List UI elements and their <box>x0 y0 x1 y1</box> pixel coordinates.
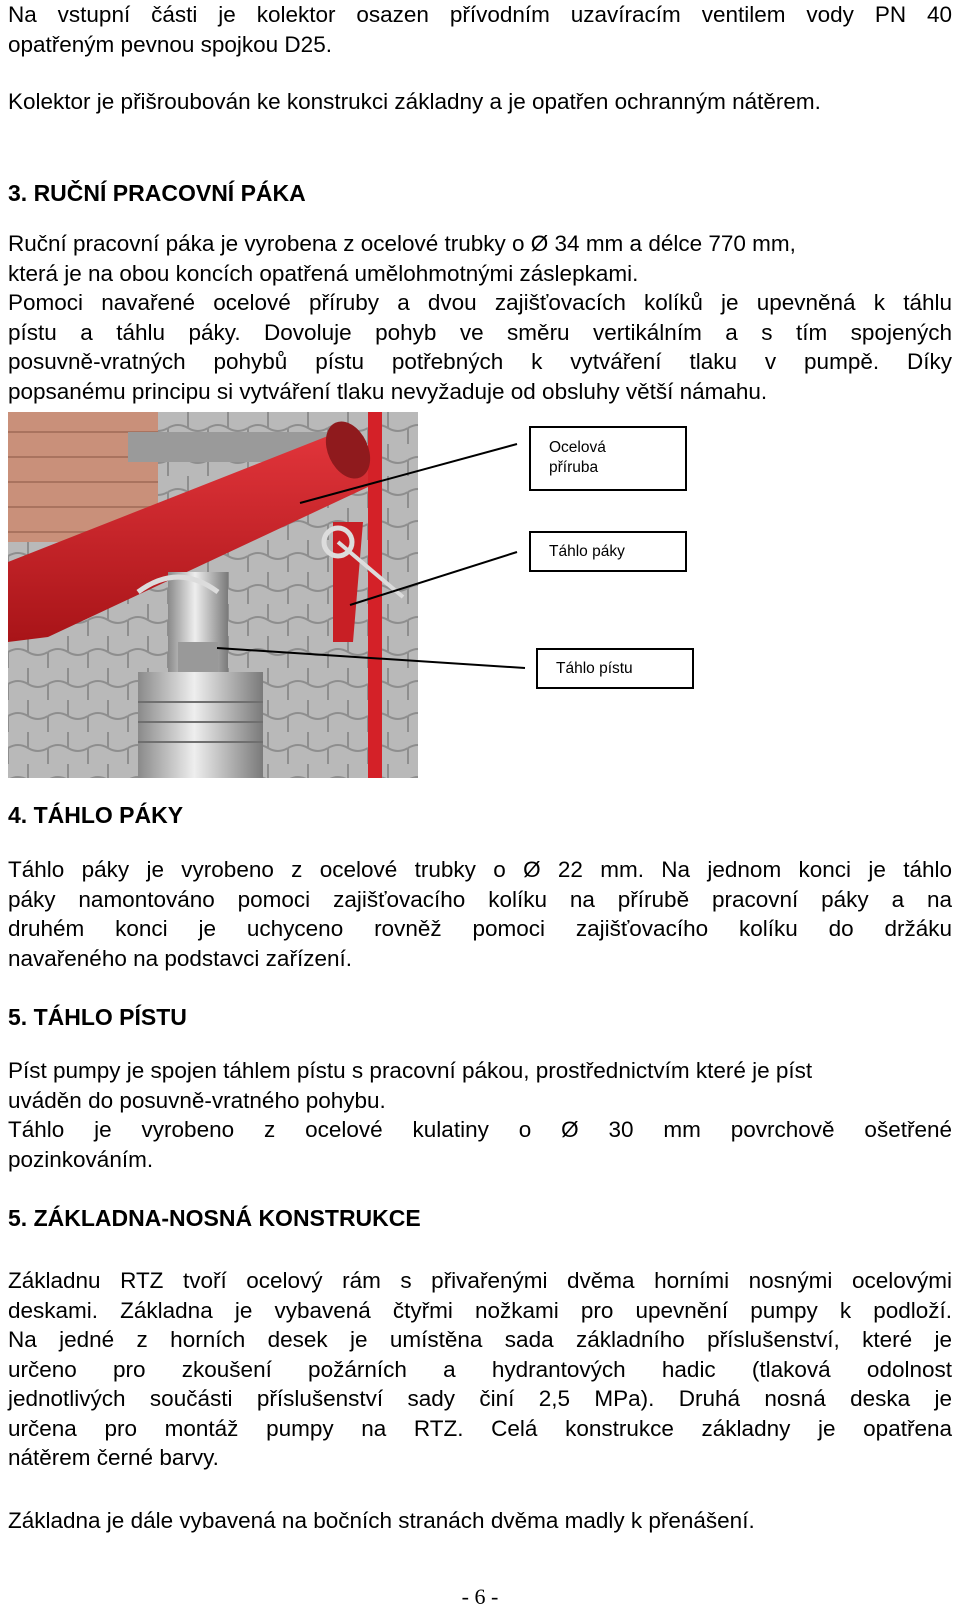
text-line: navařeného na podstavci zařízení. <box>8 945 352 971</box>
intro-line: Kolektor je přišroubován ke konstrukci základny a je opatřen ochranným nátěrem. <box>8 89 821 114</box>
section-5a-paragraph <box>8 1056 952 1174</box>
callout-lever-rod-label: Táhlo páky <box>549 543 625 560</box>
callout-flange-line: příruba <box>549 459 599 476</box>
text-line: Základnu RTZ tvoří ocelový rám s přivařenými dvěma horními nosnými ocelovými <box>8 1268 952 1293</box>
text-line: určena pro montáž pumpy na RTZ. Celá konstrukce základny je opatřena <box>8 1415 952 1441</box>
piston-cylinder <box>138 672 263 778</box>
intro-paragraph-2 <box>8 87 952 117</box>
section-heading: 3. RUČNÍ PRACOVNÍ PÁKA <box>8 180 306 206</box>
callout-flange-line: Ocelová <box>549 439 606 456</box>
text-line: Táhlo páky je vyrobeno z ocelové trubky o Ø 22 mm. Na jednom konci je táhlo <box>8 857 952 882</box>
section-5b-paragraph <box>8 1266 952 1473</box>
text-line: nátěrem černé barvy. <box>8 1445 219 1470</box>
text-line: Táhlo je vyrobeno z ocelové kulatiny o Ø 30 mm povrchově ošetřené <box>8 1117 952 1142</box>
callout-flange <box>529 426 687 491</box>
text-line: popsanému principu si vytváření tlaku nevyžaduje od obsluhy větší námahu. <box>8 378 768 404</box>
text-line: Na jedné z horních desek je umístěna sada základního příslušenství, které je <box>8 1327 952 1352</box>
callout-piston-rod-label: Táhlo pístu <box>556 660 633 677</box>
lever-assembly-photo <box>8 412 418 778</box>
text-line: jednotlivých součásti příslušenství sady činí 2,5 MPa). Druhá nosná deska je <box>8 1386 952 1411</box>
text-line: posuvně-vratných pohybů pístu potřebných k vytváření tlaku v pumpě. Díky <box>8 349 952 374</box>
text-line: určeno pro zkoušení požárních a hydrantových hadic (tlaková odolnost <box>8 1356 952 1382</box>
red-post <box>368 412 382 778</box>
section-heading: 5. TÁHLO PÍSTU <box>8 1004 187 1030</box>
intro-line: Na vstupní části je kolektor osazen přívodním uzavíracím ventilem vody PN 40 <box>8 2 952 27</box>
text-line: páky namontováno pomoci zajišťovacího kolíku na přírubě pracovní páky a na <box>8 886 952 912</box>
page-number: - 6 - <box>461 1584 499 1609</box>
callout-piston-rod <box>536 648 694 689</box>
text-line: Ruční pracovní páka je vyrobena z ocelové trubky o Ø 34 mm a délce 770 mm, <box>8 231 796 256</box>
text-line: Základna je dále vybavená na bočních stranách dvěma madly k přenášení. <box>8 1508 755 1533</box>
section-3-paragraph <box>8 229 952 406</box>
text-line: která je na obou koncích opatřená umělohmotnými záslepkami. <box>8 260 639 286</box>
section-heading: 4. TÁHLO PÁKY <box>8 802 184 828</box>
closing-paragraph <box>8 1506 952 1536</box>
section-4-paragraph <box>8 855 952 973</box>
text-line: Píst pumpy je spojen táhlem pístu s pracovní pákou, prostřednictvím které je píst <box>8 1058 813 1083</box>
text-line: Pomoci navařené ocelové příruby a dvou zajišťovacích kolíků je upevněná k táhlu <box>8 290 952 315</box>
text-line: deskami. Základna je vybavená čtyřmi nožkami pro upevnění pumpy k podloží. <box>8 1297 952 1323</box>
section-heading: 5. ZÁKLADNA-NOSNÁ KONSTRUKCE <box>8 1205 421 1231</box>
callout-lever-rod <box>529 531 687 572</box>
text-line: pístu a táhlu páky. Dovoluje pohyb ve směru vertikálním a s tím spojených <box>8 319 952 345</box>
intro-line: opatřeným pevnou spojkou D25. <box>8 31 332 57</box>
text-line: pozinkováním. <box>8 1146 154 1172</box>
text-line: druhém konci je uchyceno rovněž pomoci zajišťovacího kolíku do držáku <box>8 916 952 941</box>
text-line: uváděn do posuvně-vratného pohybu. <box>8 1087 386 1113</box>
photo-illustration <box>8 412 418 778</box>
intro-paragraph <box>8 0 952 59</box>
